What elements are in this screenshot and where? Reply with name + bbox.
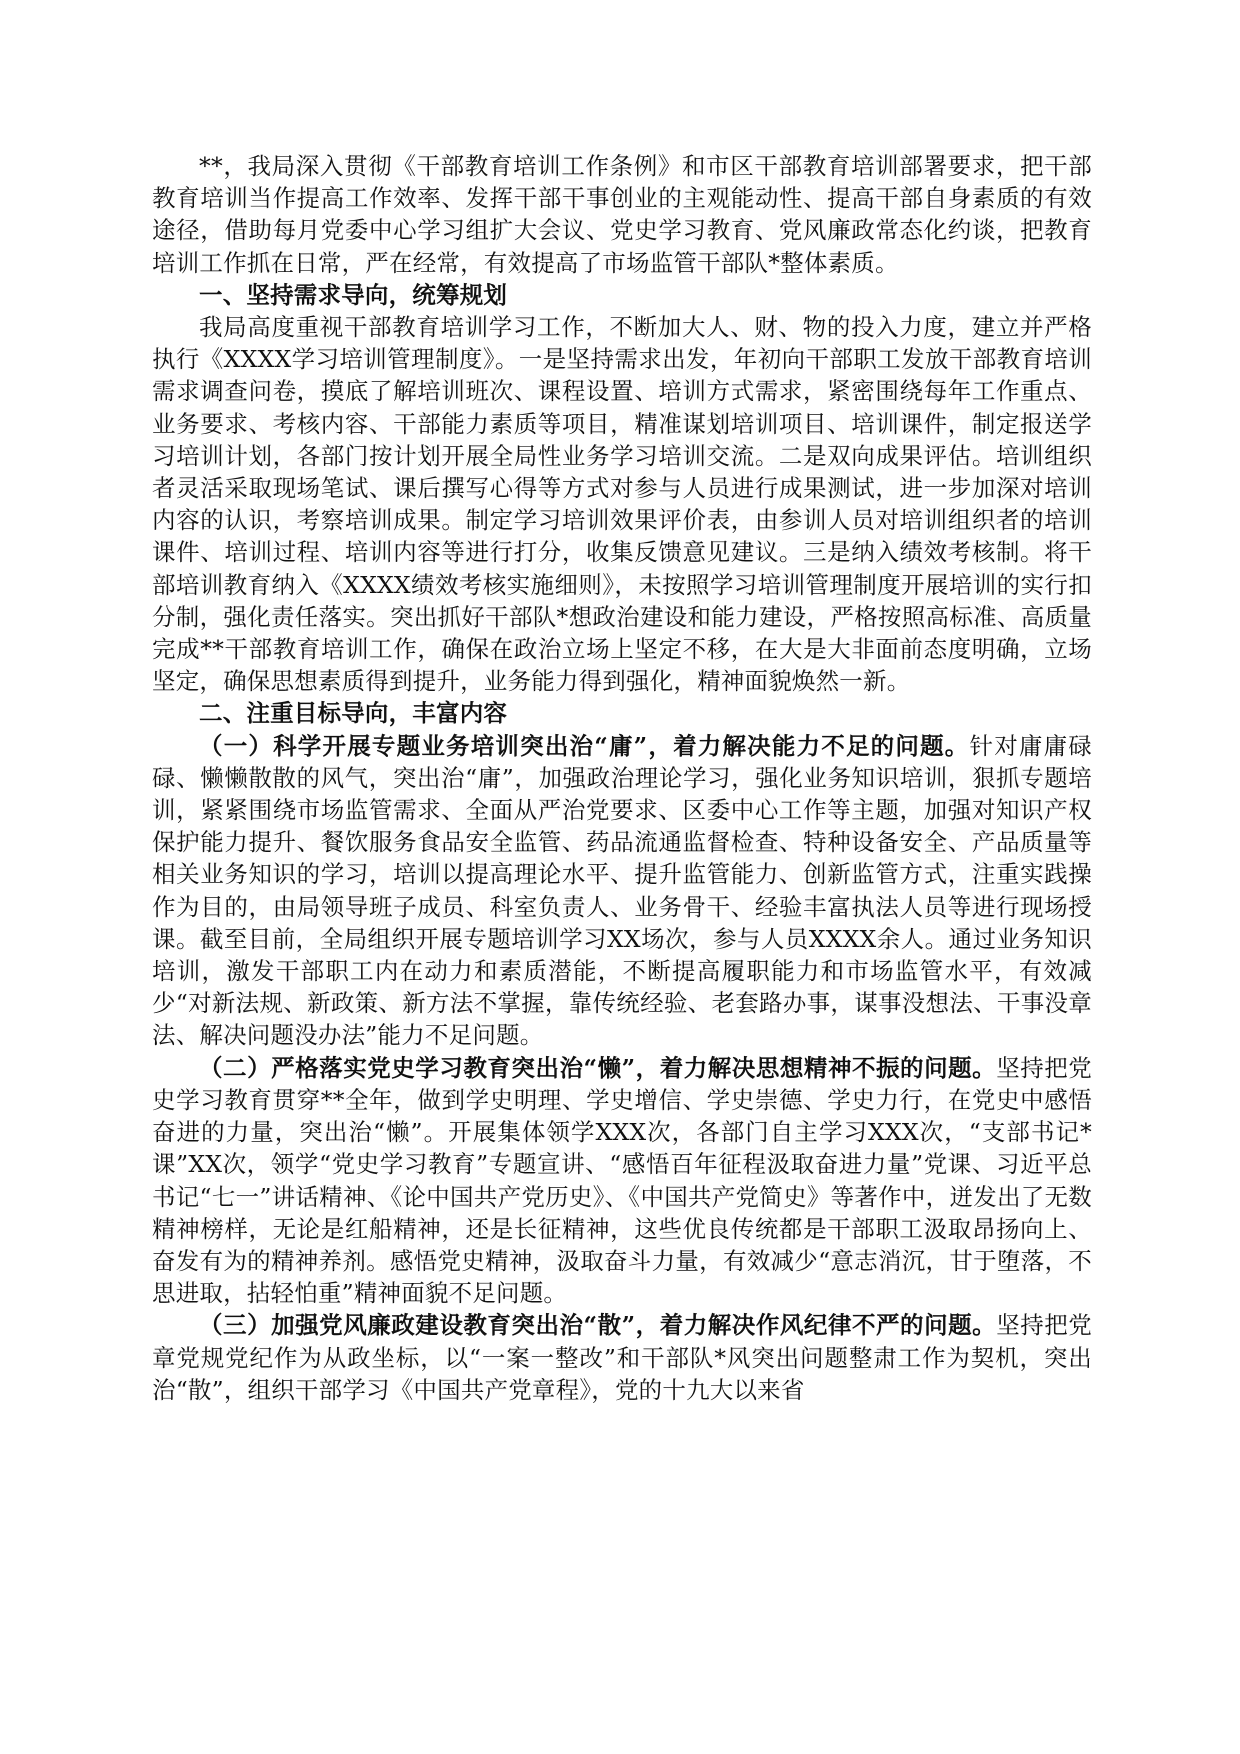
document-body [152, 150, 1092, 1406]
subsection-2-lead: （二）严格落实党史学习教育突出治“懒”，着力解决思想精神不振的问题。 [199, 1053, 997, 1082]
subsection-2-paragraph [152, 1052, 1092, 1310]
subsection-3-body: 坚持把党章党规党纪作为从政坐标，以“一案一整改”和干部队*风突出问题整肃工作为契机，突出治“散”，组织干部学习《中国共产党章程》，党的十九大以来省 [152, 1311, 1092, 1404]
subsection-3-lead: （三）加强党风廉政建设教育突出治“散”，着力解决作风纪律不严的问题。 [199, 1311, 997, 1340]
section-2-heading: 二、注重目标导向，丰富内容 [199, 699, 508, 728]
subsection-1-paragraph [152, 730, 1092, 1052]
intro-paragraph: **，我局深入贯彻《干部教育培训工作条例》和市区干部教育培训部署要求，把干部教育培训当作提高工作效率、发挥干部干事创业的主观能动性、提高干部自身素质的有效途径，借助每月党委中心学习组扩大会议、党史学习教育、党风廉政常态化约谈，把教育培训工作抓在日常，严在经常，有效提高了市场监管干部队*整体素质。 [152, 152, 1092, 277]
subsection-3-paragraph [152, 1309, 1092, 1406]
subsection-2-body: 坚持把党史学习教育贯穿**全年，做到学史明理、学史增信、学史崇德、学史力行，在党史中感悟奋进的力量，突出治“懒”。开展集体领学XXX次，各部门自主学习XXX次，“支部书记*课”XX次，领学“党史学习教育”专题宣讲、“感悟百年征程汲取奋进力量”党课、习近平总书记“七一”讲话精神、《论中国共产党历史》、《中国共产党简史》等著作中，迸发出了无数精神榜样，无论是红船精神，还是长征精神，这些优良传统都是干部职工汲取昂扬向上、奋发有为的精神养剂。感悟党史精神，汲取奋斗力量，有效减少“意志消沉，甘于堕落，不思进取，拈轻怕重”精神面貌不足问题。 [152, 1053, 1092, 1308]
section-1-heading: 一、坚持需求导向，统筹规划 [199, 280, 508, 309]
subsection-1-body: 针对庸庸碌碌、懒懒散散的风气，突出治“庸”，加强政治理论学习，强化业务知识培训，狠抓专题培训，紧紧围绕市场监管需求、全面从严治党要求、区委中心工作等主题，加强对知识产权保护能力提升、餐饮服务食品安全监管、药品流通监督检查、特种设备安全、产品质量等相关业务知识的学习，培训以提高理论水平、提升监管能力、创新监管方式，注重实践操作为目的，由局领导班子成员、科室负责人、业务骨干、经验丰富执法人员等进行现场授课。截至目前，全局组织开展专题培训学习XX场次，参与人员XXXX余人。通过业务知识培训，激发干部职工内在动力和素质潜能，不断提高履职能力和市场监管水平，有效减少“对新法规、新政策、新方法不掌握，靠传统经验、老套路办事，谋事没想法、干事没章法、解决问题没办法”能力不足问题。 [152, 731, 1093, 1050]
subsection-1-lead: （一）科学开展专题业务培训突出治“庸”，着力解决能力不足的问题。 [199, 731, 970, 760]
section-1-paragraph: 我局高度重视干部教育培训学习工作，不断加大人、财、物的投入力度，建立并严格执行《XXXX学习培训管理制度》。一是坚持需求出发，年初向干部职工发放干部教育培训需求调查问卷，摸底了解培训班次、课程设置、培训方式需求，紧密围绕每年工作重点、业务要求、考核内容、干部能力素质等项目，精准谋划培训项目、培训课件，制定报送学习培训计划，各部门按计划开展全局性业务学习培训交流。二是双向成果评估。培训组织者灵活采取现场笔试、课后撰写心得等方式对参与人员进行成果测试，进一步加深对培训内容的认识，考察培训成果。制定学习培训效果评价表，由参训人员对培训组织者的培训课件、培训过程、培训内容等进行打分，收集反馈意见建议。三是纳入绩效考核制。将干部培训教育纳入《XXXX绩效考核实施细则》，未按照学习培训管理制度开展培训的实行扣分制，强化责任落实。突出抓好干部队*想政治建设和能力建设，严格按照高标准、高质量完成**干部教育培训工作，确保在政治立场上坚定不移，在大是大非面前态度明确，立场坚定，确保思想素质得到提升，业务能力得到强化，精神面貌焕然一新。 [152, 313, 1092, 696]
